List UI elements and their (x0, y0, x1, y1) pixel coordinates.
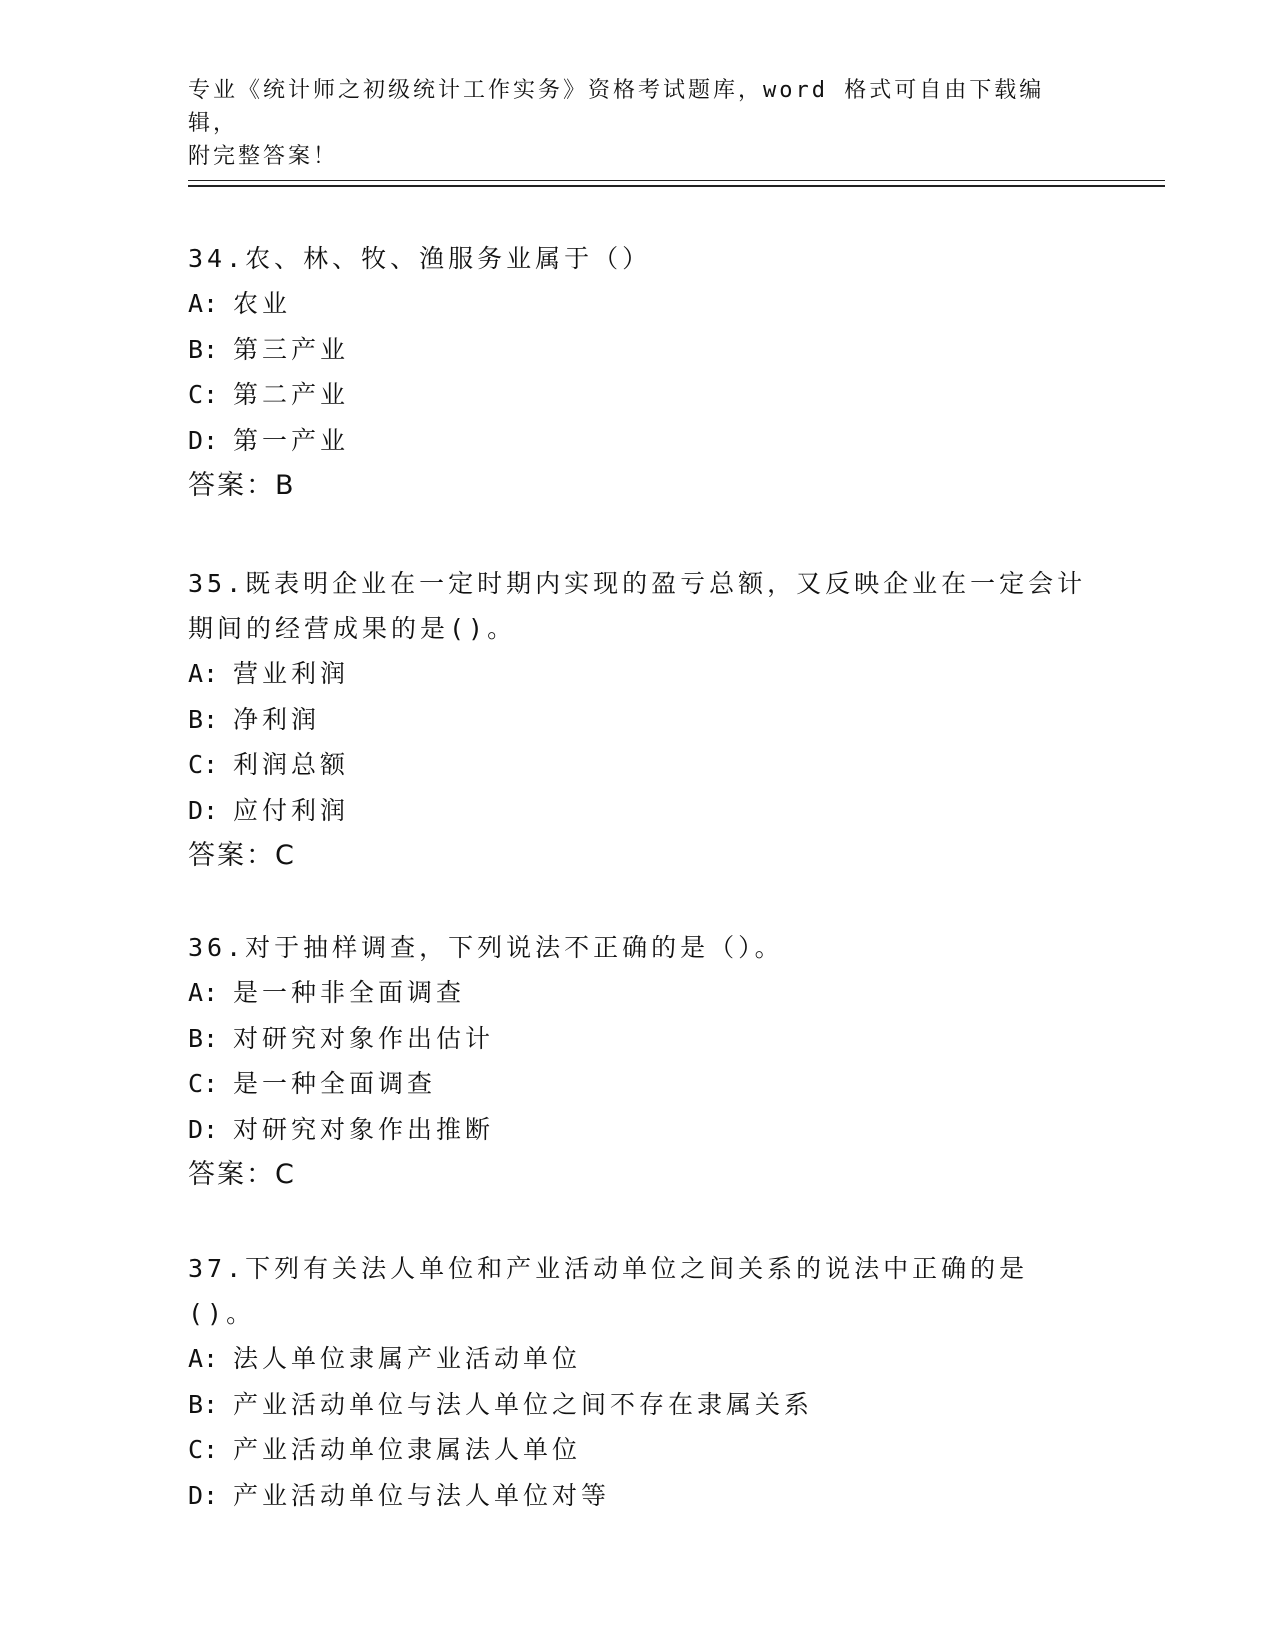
option-key: C: (188, 1069, 219, 1098)
option-text: 对研究对象作出推断 (233, 1114, 495, 1144)
option-key: D: (188, 1114, 219, 1144)
option-key: C: (188, 380, 219, 409)
option-key: A: (188, 289, 219, 318)
option-key: A: (188, 659, 219, 688)
option-text: 是一种非全面调查 (233, 978, 466, 1007)
option-key: B: (188, 1389, 219, 1419)
option-text: 产业活动单位隶属法人单位 (233, 1435, 582, 1464)
answer-line: 答案：B (188, 470, 296, 501)
answer-line: 答案：C (188, 840, 296, 871)
option-b (188, 1016, 1088, 1062)
option-text: 对研究对象作出估计 (233, 1023, 495, 1053)
question-35 (188, 561, 1088, 878)
option-b (188, 327, 1088, 373)
option-text: 应付利润 (233, 795, 350, 825)
question-stem: 35.既表明企业在一定时期内实现的盈亏总额，又反映企业在一定会计期间的经营成果的是()。 (188, 569, 1087, 643)
option-text: 农业 (233, 289, 292, 318)
option-b (188, 697, 1088, 743)
option-d (188, 1473, 1088, 1519)
question-stem: 36.对于抽样调查，下列说法不正确的是（）。 (188, 933, 784, 962)
option-d (188, 418, 1088, 464)
option-text: 利润总额 (233, 750, 350, 779)
header-line-2: 附完整答案！ (188, 144, 339, 169)
option-c (188, 742, 1088, 788)
option-key: A: (188, 1344, 219, 1373)
option-b (188, 1382, 1088, 1428)
option-c (188, 1427, 1088, 1473)
document-header (188, 74, 1088, 173)
option-text: 产业活动单位与法人单位之间不存在隶属关系 (233, 1389, 814, 1419)
question-stem: 34.农、林、牧、渔服务业属于（） (188, 244, 652, 273)
option-text: 净利润 (233, 704, 321, 734)
option-key: A: (188, 978, 219, 1007)
option-text: 法人单位隶属产业活动单位 (233, 1344, 582, 1373)
question-stem: 37.下列有关法人单位和产业活动单位之间关系的说法中正确的是()。 (188, 1254, 1029, 1328)
option-key: D: (188, 795, 219, 825)
option-a (188, 970, 1088, 1016)
option-text: 营业利润 (233, 659, 350, 688)
option-c (188, 372, 1088, 418)
question-37 (188, 1246, 1088, 1518)
question-34 (188, 236, 1088, 508)
header-divider-thin (188, 180, 1165, 181)
option-text: 产业活动单位与法人单位对等 (233, 1480, 611, 1510)
option-text: 第一产业 (233, 425, 350, 455)
option-key: B: (188, 1023, 219, 1053)
header-line-1: 专业《统计师之初级统计工作实务》资格考试题库，word 格式可自由下载编辑， (188, 78, 1045, 136)
option-key: B: (188, 704, 219, 734)
option-a (188, 651, 1088, 697)
option-text: 第三产业 (233, 334, 350, 364)
option-key: D: (188, 1480, 219, 1510)
option-c (188, 1061, 1088, 1107)
option-a (188, 1336, 1088, 1382)
option-key: B: (188, 334, 219, 364)
option-d (188, 1107, 1088, 1153)
option-text: 第二产业 (233, 380, 350, 409)
header-divider-thick (188, 185, 1165, 187)
option-d (188, 788, 1088, 834)
option-key: C: (188, 750, 219, 779)
option-key: D: (188, 425, 219, 455)
option-text: 是一种全面调查 (233, 1069, 437, 1098)
answer-line: 答案：C (188, 1159, 296, 1190)
question-36 (188, 925, 1088, 1197)
option-key: C: (188, 1435, 219, 1464)
option-a (188, 281, 1088, 327)
